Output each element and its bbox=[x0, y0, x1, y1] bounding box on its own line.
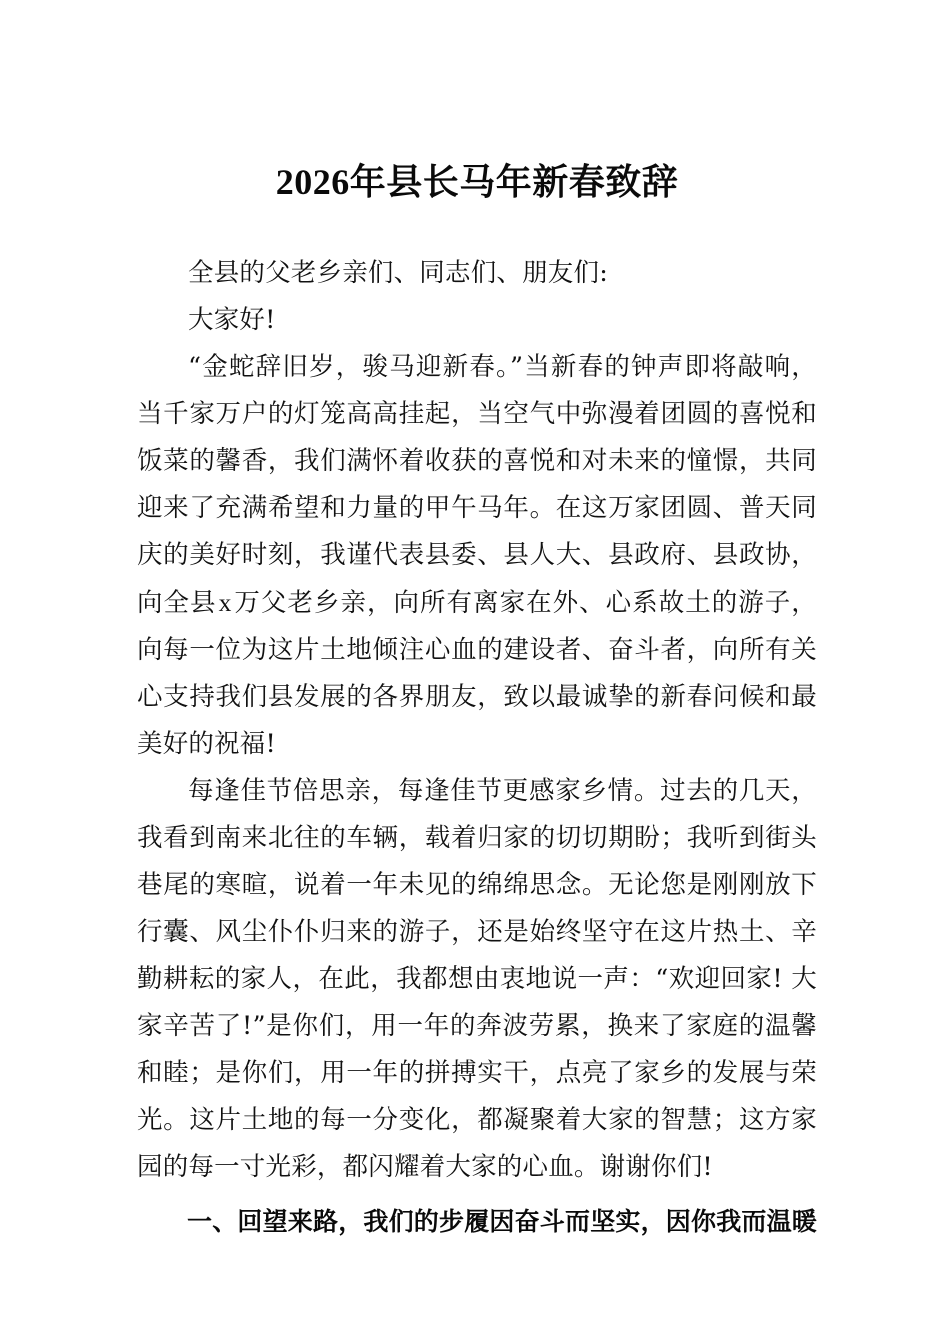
greeting-line: 大家好! bbox=[188, 305, 276, 335]
salutation-line: 全县的父老乡亲们、同志们、朋友们: bbox=[188, 258, 608, 288]
document-content bbox=[137, 0, 817, 1246]
page-title: 2026年县长马年新春致辞 bbox=[275, 162, 679, 202]
section-heading-one: 一、回望来路，我们的步履因奋斗而坚实，因你我而温暖 bbox=[187, 1208, 818, 1236]
paragraph-1-part-2: 万父老乡亲，向所有离家在外、心系故土的游子，向每一位为这片土地倾注心血的建设者、奋斗者，向所有关心支持我们县发展的各界朋友，致以最诚挚的新春问候和最美好的祝福! bbox=[137, 588, 818, 759]
paragraph-2: 每逢佳节倍思亲，每逢佳节更感家乡情。过去的几天，我看到南来北往的车辆，载着归家的切切期盼；我听到街头巷尾的寒暄，说着一年未见的绵绵思念。无论您是刚刚放下行囊、风尘仆仆归来的游子，还是始终坚守在这片热土、辛勤耕耘的家人，在此，我都想由衷地说一声：“欢迎回家! 大家辛苦了!”是你们，用一年的奔波劳累，换来了家庭的温馨和睦；是你们，用一年的拼搏实干，点亮了家乡的发展与荣光。这片土地的每一分变化，都凝聚着大家的智慧；这方家园的每一寸光彩，都闪耀着大家的心血。谢谢你们! bbox=[137, 776, 817, 1182]
population-placeholder: x bbox=[218, 588, 232, 617]
paragraph-1 bbox=[137, 344, 817, 768]
paragraph-1-part-1: “金蛇辞旧岁，骏马迎新春。”当新春的钟声即将敲响，当千家万户的灯笼高高挂起，当空气中弥漫着团圆的喜悦和饭菜的馨香，我们满怀着收获的喜悦和对未来的憧憬，共同迎来了充满希望和力量的甲午马年。在这万家团圆、普天同庆的美好时刻，我谨代表县委、县人大、县政府、县政协，向全县 bbox=[137, 352, 817, 618]
document-body bbox=[137, 206, 817, 1246]
